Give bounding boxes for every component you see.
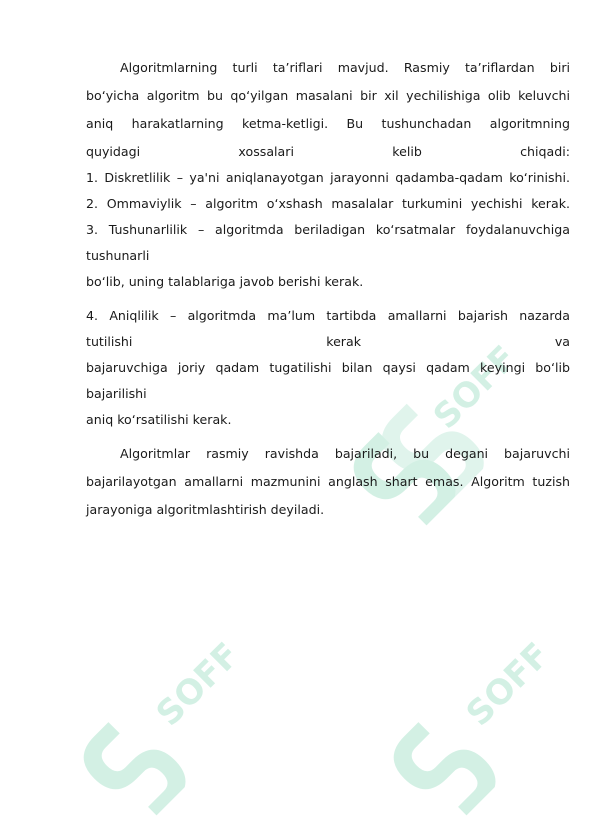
text-line: bajarilayotgan amallarni mazmunini anglash shart emas. Algoritm tuzish [86,474,570,489]
text-line: aniq harakatlarning ketma-ketligi. Bu tushunchadan algoritmning [86,116,570,131]
list-item-discreteness: 1. Diskretlilik – ya'ni aniqlanayotgan jarayonni qadamba-qadam ko‘rinishi. [86,170,570,185]
watermark-logo [45,595,285,835]
list-item-understandability: 3. Tushunarlilik – algoritmda beriladigan ko‘rsatmalar foydalanuvchiga [86,222,570,237]
list-item-mass-character: 2. Ommaviylik – algoritm o‘xshash masalalar turkumini yechishi kerak. [86,196,570,211]
list-item-determinacy: 4. Aniqlilik – algoritmda ma’lum tartibda amallarni bajarish nazarda [86,308,570,323]
text-line: tutilishi kerak va [86,334,570,349]
svg-text:SOFF: SOFF [458,635,558,735]
text-line: bajarilishi [86,386,147,401]
svg-text:SOFF: SOFF [148,635,248,735]
text-line: Algoritmlarning turli ta’riflari mavjud. Rasmiy ta’riflardan biri [120,60,570,75]
document-body [86,57,570,527]
watermark-logo [355,595,595,835]
paragraph-algorithm-definitions [86,57,570,297]
text-line: bajaruvchiga joriy qadam tugatilishi bilan qaysi qadam keyingi bo‘lib [86,360,570,375]
svg-text:SOFF: SOFF [425,338,525,438]
text-line: bo‘yicha algoritm bu qo‘yilgan masalani bir xil yechilishiga olib keluvchi [86,88,570,103]
text-line: Algoritmlar rasmiy ravishda bajariladi, bu degani bajaruvchi [120,446,570,461]
text-line: bo‘lib, uning talablariga javob berishi kerak. [86,274,364,289]
text-line: jarayoniga algoritmlashtirish deyiladi. [86,502,325,517]
text-line: quyidagi xossalari kelib chiqadi: [86,144,570,159]
paragraph-formal-execution [86,443,570,527]
text-line: aniq ko‘rsatilishi kerak. [86,412,232,427]
text-line: tushunarli [86,248,150,263]
paragraph-determinacy [86,305,570,438]
